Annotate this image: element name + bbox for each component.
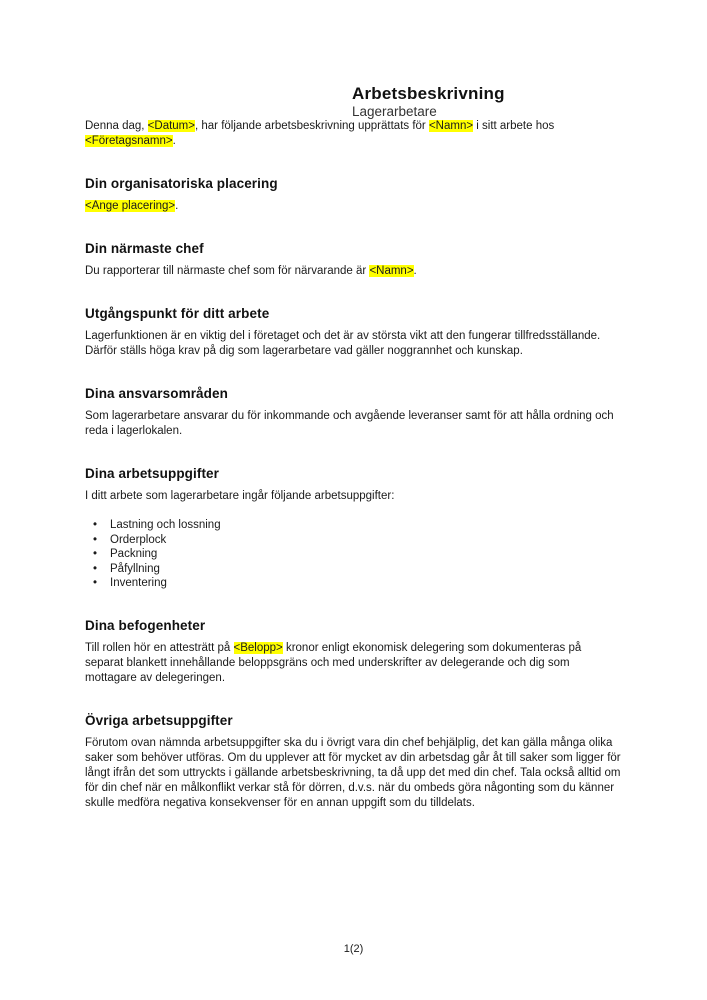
page-number: 1(2) (343, 943, 364, 955)
text-run: I ditt arbete som lagerarbetare ingår följande arbetsuppgifter: (85, 490, 395, 502)
section-paragraph (85, 199, 621, 214)
page-title: Arbetsbeskrivning (352, 84, 505, 103)
text-run: Som lagerarbetare ansvarar du för inkommande och avgående leveranser samt för att hålla ordning och reda i lagerlokalen. (85, 410, 614, 437)
page-subtitle: Lagerarbetare (352, 104, 437, 119)
document-section (85, 465, 621, 591)
section-heading: Din närmaste chef (85, 241, 204, 256)
section-paragraph (85, 409, 621, 439)
placeholder-highlight: <Företagsnamn> (85, 135, 173, 147)
text-run: i sitt arbete hos (473, 120, 555, 132)
placeholder-highlight: <Ange placering> (85, 200, 176, 212)
text-run: . (175, 200, 179, 212)
bullet-item: • Packning (110, 547, 621, 562)
bullet-item: • Inventering (110, 576, 621, 591)
bullet-item: • Lastning och lossning (110, 518, 621, 533)
document-section (85, 175, 621, 214)
bullet-item: • Orderplock (110, 533, 621, 548)
text-run: Förutom ovan nämnda arbetsuppgifter ska du i övrigt vara din chef behjälplig, det kan gälla många olika saker som behöver utföras. Om du upplever att för mycket av din arbetsdag går åt till saker som ligger för långt ifrån det som uttryckts i gällande arbetsbeskrivning, ta då upp det med din chef. Tala också alltid om för din chef när en målkonflikt verkar stå för dörren, d.v.s. när du ombeds göra någonting som du känner skulle medföra negativa konsekvenser för en annan uppgift som du tilldelats. (85, 736, 621, 809)
placeholder-highlight: <Namn> (369, 265, 414, 277)
text-run: Denna dag, (85, 120, 148, 132)
document-section (85, 240, 621, 279)
placeholder-highlight: <Datum> (147, 120, 195, 132)
document-section (85, 712, 621, 811)
document-content (85, 0, 621, 811)
section-heading: Utgångspunkt för ditt arbete (85, 306, 270, 321)
section-paragraph (85, 329, 621, 359)
text-run: Till rollen hör en attesträtt på (85, 641, 234, 654)
document-section (85, 385, 621, 439)
section-heading: Din organisatoriska placering (85, 176, 278, 191)
sections-container (85, 175, 621, 811)
section-paragraph (85, 736, 621, 811)
text-run: Du rapporterar till närmaste chef som för närvarande är (85, 265, 370, 277)
document-section (85, 617, 621, 686)
text-run: kronor enligt ekonomisk delegering som dokumenteras på separat blankett innehållande beloppsgräns och med underskrifter av delegerande och dig som mottagare av delegeringen. (85, 641, 582, 684)
section-heading: Dina ansvarsområden (85, 386, 228, 401)
placeholder-highlight: <Belopp> (233, 641, 283, 654)
section-paragraph (85, 641, 621, 686)
intro-paragraph (85, 119, 621, 149)
section-heading: Dina arbetsuppgifter (85, 466, 220, 481)
document-header (352, 84, 621, 119)
document-section (85, 305, 621, 359)
placeholder-highlight: <Namn> (428, 120, 474, 132)
text-run: . (172, 135, 176, 147)
section-heading: Övriga arbetsuppgifter (85, 712, 233, 728)
bullet-item: • Påfyllning (110, 562, 621, 577)
section-heading: Dina befogenheter (85, 617, 206, 633)
text-run: Lagerfunktionen är en viktig del i företaget och det är av största vikt att den fungerar tillfredsställande. Därför ställs höga krav på dig som lagerarbetare vad gäller noggrannhet och kunskap. (85, 330, 601, 357)
bullet-list (85, 518, 621, 591)
section-paragraph (85, 489, 621, 504)
section-paragraph (85, 264, 621, 279)
text-run: , har följande arbetsbeskrivning upprättats för (194, 120, 429, 132)
text-run: . (413, 265, 417, 277)
